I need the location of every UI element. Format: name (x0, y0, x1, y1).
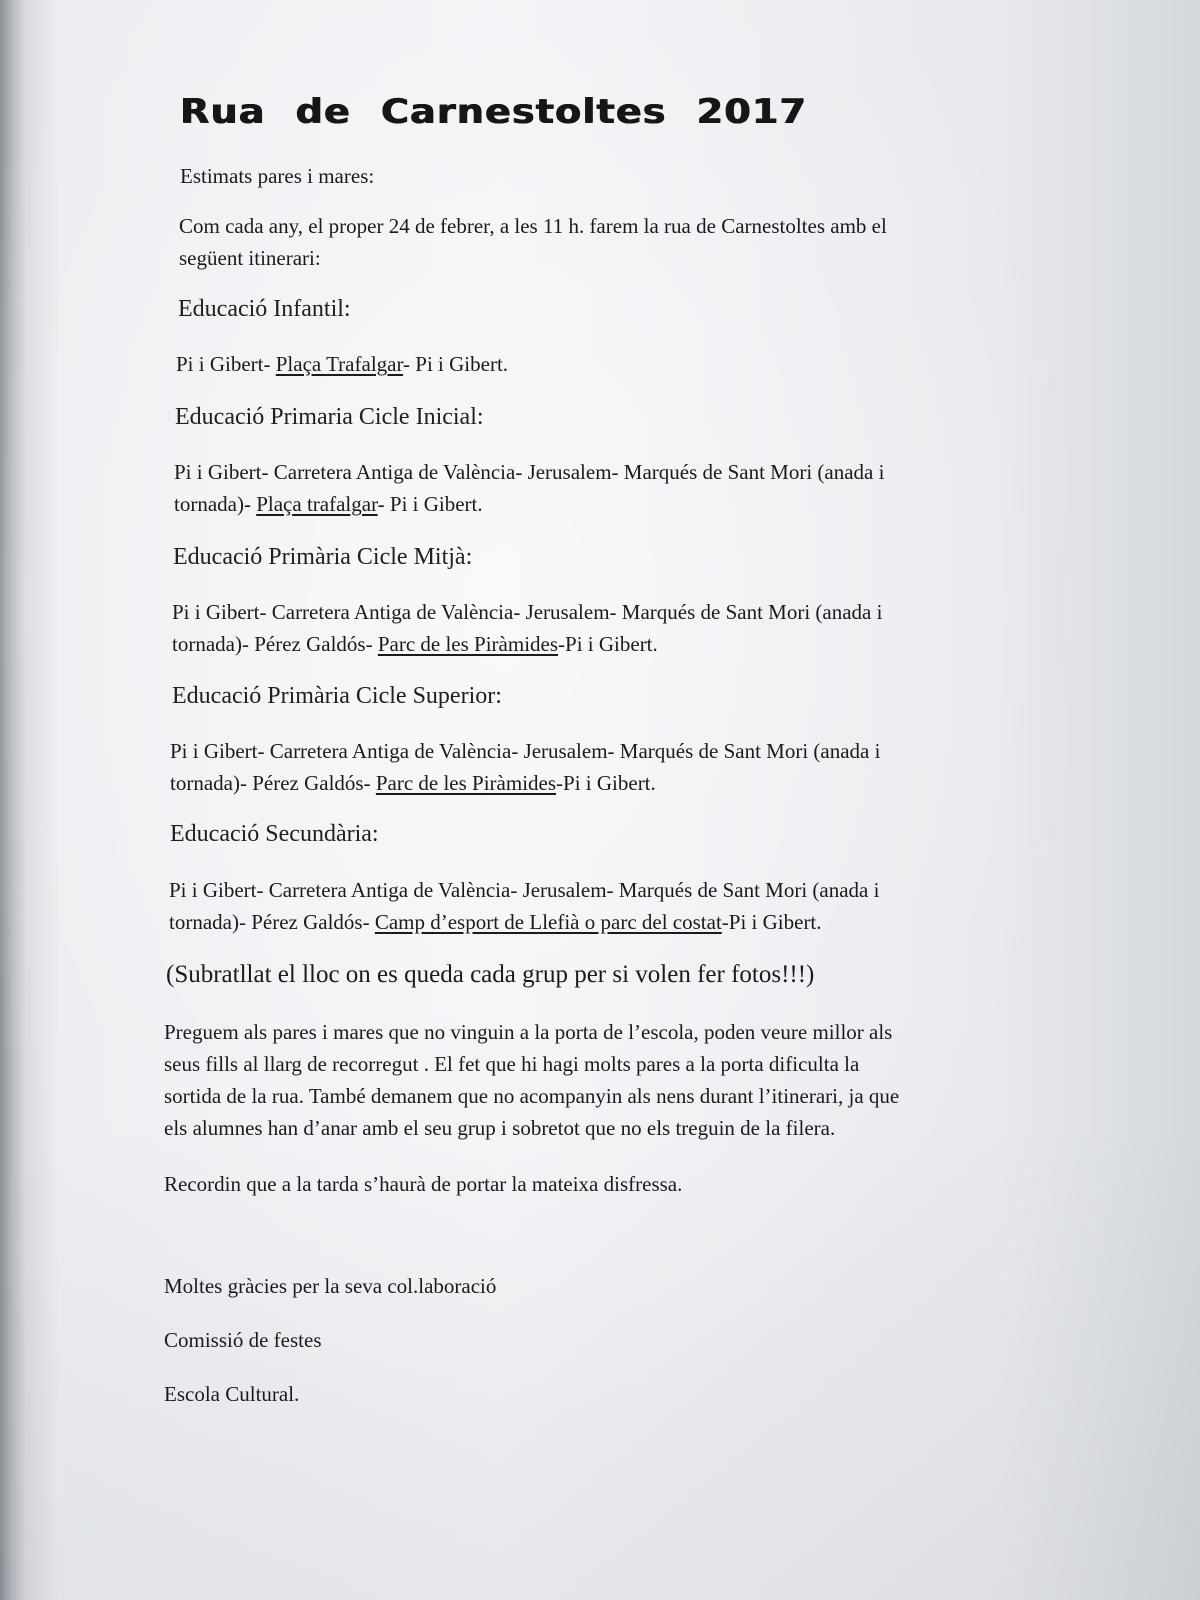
section-heading-cicle-mitja: Educació Primària Cicle Mitjà: (173, 544, 473, 570)
route-cicle-mitja-line-2 (172, 628, 658, 660)
meeting-point-underlined: Plaça trafalgar (256, 492, 378, 516)
route-text: - Pi i Gibert. (403, 352, 509, 376)
closing-thanks: Moltes gràcies per la seva col.laboració (164, 1274, 497, 1298)
route-text: tornada)- Pérez Galdós- (172, 632, 378, 656)
underline-note: (Subratllat el lloc on es queda cada grup per si volen fer fotos!!!) (166, 961, 815, 988)
meeting-point-underlined: Camp d’esport de Llefià o parc del costat (374, 910, 722, 934)
request-line-4: els alumnes han d’anar amb el seu grup i sobretot que no els treguin de la filera. (164, 1116, 836, 1140)
route-secundaria-line-2 (169, 906, 822, 938)
route-cicle-inicial-line-2 (174, 488, 483, 520)
section-heading-cicle-inicial: Educació Primaria Cicle Inicial: (175, 404, 484, 430)
intro-line-1: Com cada any, el proper 24 de febrer, a les 11 h. farem la rua de Carnestoltes amb el (179, 214, 887, 238)
route-text: -Pi i Gibert. (558, 632, 658, 656)
route-infantil-line-1 (176, 348, 508, 380)
route-text: Pi i Gibert- (176, 352, 276, 376)
route-cicle-superior-line-2 (170, 767, 656, 799)
closing-school: Escola Cultural. (164, 1382, 300, 1406)
route-text: tornada)- Pérez Galdós- (169, 910, 375, 934)
greeting: Estimats pares i mares: (180, 164, 375, 188)
route-cicle-inicial-line-1: Pi i Gibert- Carretera Antiga de València- Jerusalem- Marqués de Sant Mori (anada i (174, 460, 885, 484)
route-cicle-mitja-line-1: Pi i Gibert- Carretera Antiga de València- Jerusalem- Marqués de Sant Mori (anada i (172, 600, 883, 624)
route-text: -Pi i Gibert. (556, 771, 656, 795)
section-heading-infantil: Educació Infantil: (178, 296, 351, 322)
route-cicle-superior-line-1: Pi i Gibert- Carretera Antiga de València- Jerusalem- Marqués de Sant Mori (anada i (170, 739, 881, 763)
meeting-point-underlined: Plaça Trafalgar (275, 352, 404, 376)
reminder: Recordin que a la tarda s’haurà de portar la mateixa disfressa. (164, 1172, 683, 1196)
route-text: tornada)- Pérez Galdós- (170, 771, 376, 795)
route-secundaria-line-1: Pi i Gibert- Carretera Antiga de València- Jerusalem- Marqués de Sant Mori (anada i (169, 878, 880, 902)
section-heading-secundaria: Educació Secundària: (170, 821, 379, 847)
route-text: tornada)- (174, 492, 257, 516)
meeting-point-underlined: Parc de les Piràmides (375, 771, 557, 795)
route-text: - Pi i Gibert. (377, 492, 483, 516)
request-line-2: seus fills al llarg de recorregut . El fet que hi hagi molts pares a la porta dificulta la (164, 1052, 860, 1076)
meeting-point-underlined: Parc de les Piràmides (377, 632, 559, 656)
intro-line-2: següent itinerari: (179, 246, 321, 270)
closing-committee: Comissió de festes (164, 1328, 322, 1352)
request-line-1: Preguem als pares i mares que no vinguin a la porta de l’escola, poden veure millor als (164, 1020, 893, 1044)
route-text: -Pi i Gibert. (721, 910, 822, 934)
section-heading-cicle-superior: Educació Primària Cicle Superior: (172, 683, 502, 709)
request-line-3: sortida de la rua. També demanem que no acompanyin als nens durant l’itinerari, ja que (164, 1084, 900, 1108)
document-title: Rua de Carnestoltes 2017 (180, 92, 808, 132)
